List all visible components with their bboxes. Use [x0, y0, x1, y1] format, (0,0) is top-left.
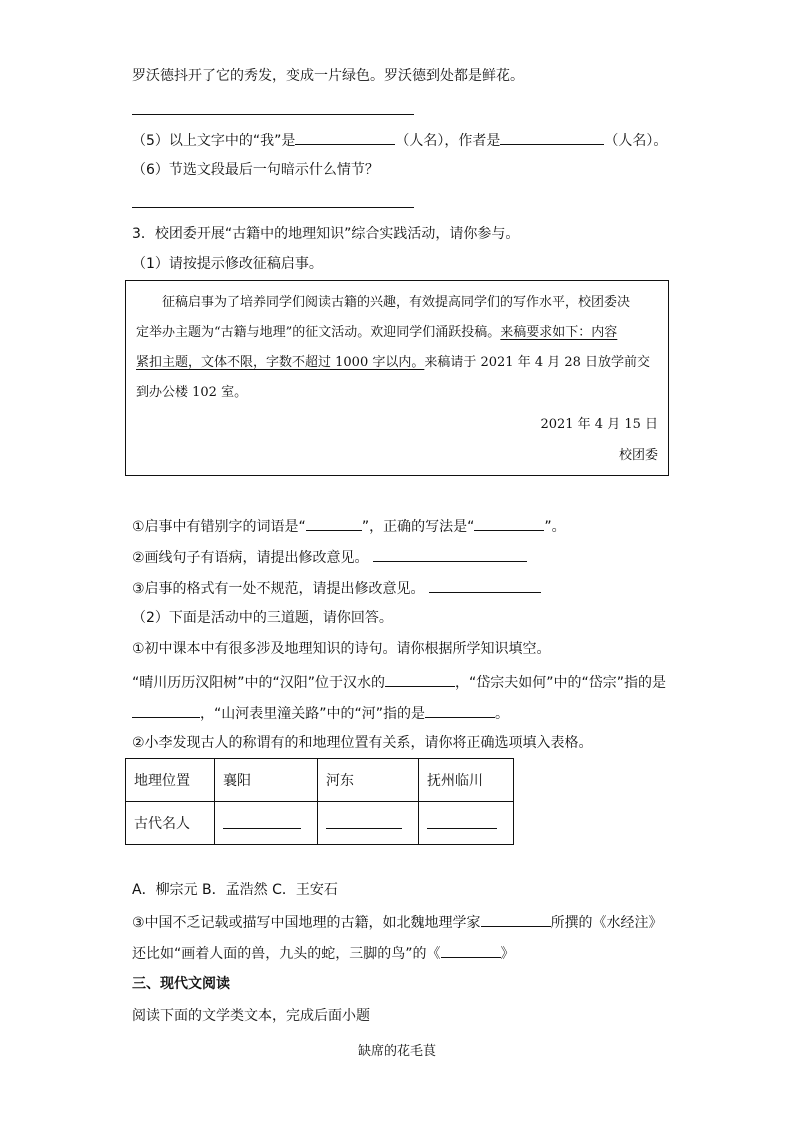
d1-text-c: ，“山河表里潼关路”中的“河”指的是	[200, 706, 426, 722]
answer-blank[interactable]	[326, 814, 402, 829]
c1-text-b: ”，正确的写法是“	[361, 519, 475, 535]
answer-blank[interactable]	[427, 814, 497, 829]
options-line: A．柳宗元 B．孟浩然 C．王安石	[132, 882, 338, 898]
answer-blank[interactable]	[474, 516, 544, 531]
underlined-sentence: 紧扣主题，文体不限，字数不超过 1000 字以内。	[136, 355, 425, 370]
item-d2: ②小李发现古人的称谓有的和地理位置有关系，请你将正确选项填入表格。	[132, 735, 593, 751]
passage-title: 缺席的花毛茛	[357, 1044, 436, 1059]
item-c3	[132, 578, 541, 599]
q5-text-b: （人名），作者是	[395, 133, 501, 149]
d1-text-b: ，“岱宗夫如何”中的“岱宗”指的是	[455, 675, 667, 691]
answer-blank[interactable]	[373, 547, 527, 562]
section-heading	[132, 974, 230, 994]
d3-text-a: ③中国不乏记载或描写中国地理的古籍，如北魏地理学家	[132, 915, 481, 931]
notice-signature: 校团委	[618, 448, 658, 463]
item-c1	[132, 516, 566, 537]
notice-box	[125, 280, 669, 476]
item-d1-line2	[132, 703, 509, 724]
answer-blank[interactable]	[429, 578, 541, 593]
notice-line	[136, 323, 617, 343]
c1-text-a: ①启事中有错别字的词语是“	[132, 519, 306, 535]
underlined-sentence: 来稿要求如下：内容	[500, 325, 618, 340]
answer-blank[interactable]	[500, 130, 604, 145]
table-cell: 古代名人	[126, 802, 215, 845]
d3-text-b: 所撰的《水经注》	[550, 915, 663, 931]
notice-date: 2021 年 4 月 15 日	[540, 417, 658, 432]
c1-text-c: ”。	[544, 519, 566, 535]
q5-text-c: （人名）。	[604, 133, 668, 149]
notice-text: 定举办主题为“古籍与地理”的征文活动。欢迎同学们涌跃投稿。	[136, 325, 501, 340]
section-title: 三、现代文阅读	[132, 976, 230, 992]
notice-line: 到办公楼 102 室。	[136, 385, 248, 400]
notice-line	[136, 353, 650, 373]
item-d1-line1	[132, 672, 666, 693]
item-d3-line2	[132, 943, 515, 964]
geography-table	[125, 758, 514, 845]
answer-cell[interactable]	[419, 802, 514, 845]
d3-text-d: 》	[500, 946, 515, 962]
question-3-2: （2）下面是活动中的三道题，请你回答。	[132, 610, 393, 626]
answer-cell[interactable]	[215, 802, 318, 845]
c2-text: ②画线句子有语病，请提出修改意见。	[132, 550, 369, 566]
table-row	[126, 802, 514, 845]
table-row	[126, 759, 514, 802]
question-6: （6）节选文段最后一句暗示什么情节？	[132, 162, 379, 178]
d1-text-d: 。	[495, 706, 510, 722]
item-d3-line1	[132, 912, 663, 933]
question-5	[132, 130, 667, 151]
q5-text-a: （5）以上文字中的“我”是	[132, 133, 296, 149]
answer-blank[interactable]	[481, 912, 551, 927]
notice-line: 征稿启事为了培养同学们阅读古籍的兴趣，有效提高同学们的写作水平，校团委决	[162, 295, 631, 310]
answer-blank-line[interactable]	[132, 207, 414, 208]
c3-text: ③启事的格式有一处不规范，请提出修改意见。	[132, 581, 425, 597]
answer-blank[interactable]	[385, 672, 455, 687]
answer-blank[interactable]	[295, 130, 395, 145]
answer-blank[interactable]	[132, 703, 200, 718]
answer-cell[interactable]	[318, 802, 419, 845]
item-c2	[132, 547, 527, 568]
answer-blank[interactable]	[441, 943, 501, 958]
instruction: 阅读下面的文学类文本，完成后面小题	[132, 1008, 370, 1024]
d3-text-c: 还比如“画着人面的兽，九头的蛇，三脚的鸟”的《	[132, 946, 441, 962]
answer-blank-line[interactable]	[132, 114, 414, 115]
question-3: 3．校团委开展“古籍中的地理知识”综合实践活动，请你参与。	[132, 226, 520, 242]
table-cell: 襄阳	[215, 759, 318, 802]
answer-blank[interactable]	[425, 703, 495, 718]
table-cell: 河东	[318, 759, 419, 802]
item-d1: ①初中课本中有很多涉及地理知识的诗句。请你根据所学知识填空。	[132, 641, 551, 657]
table-cell: 抚州临川	[419, 759, 514, 802]
answer-blank[interactable]	[223, 814, 301, 829]
table-cell: 地理位置	[126, 759, 215, 802]
question-3-1: （1）请按提示修改征稿启事。	[132, 256, 323, 272]
notice-text: 来稿请于 2021 年 4 月 28 日放学前交	[424, 355, 651, 370]
answer-blank[interactable]	[306, 516, 362, 531]
text-line: 罗沃德抖开了它的秀发，变成一片绿色。罗沃德到处都是鲜花。	[132, 68, 524, 84]
d1-text-a: “晴川历历汉阳树”中的“汉阳”位于汉水的	[132, 675, 386, 691]
